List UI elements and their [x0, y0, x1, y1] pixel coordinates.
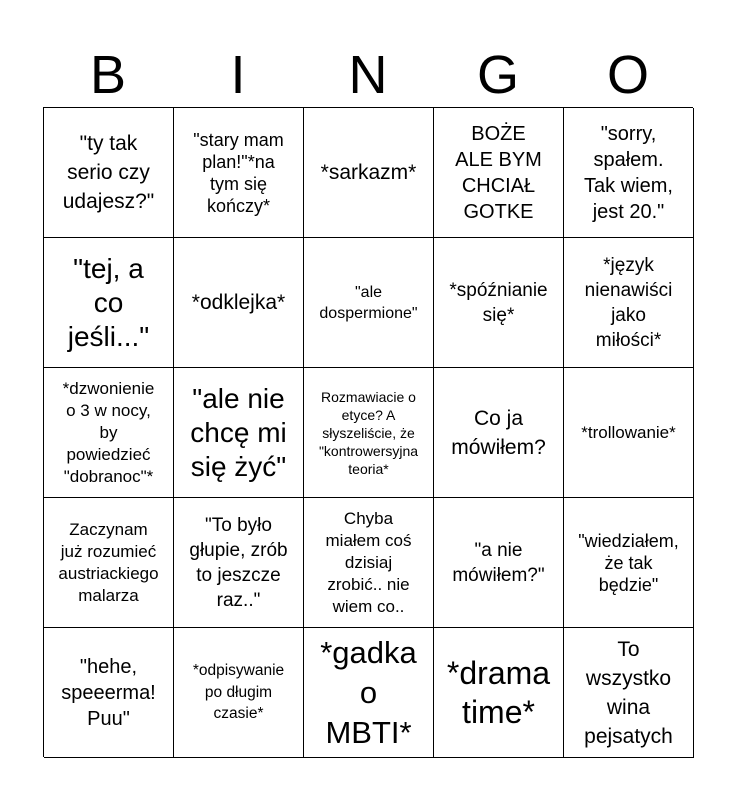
bingo-card-grid	[43, 107, 693, 757]
bingo-cell-3-2[interactable]: "ale nie chcę mi się żyć"	[174, 368, 304, 498]
header-letter-g: G	[476, 45, 519, 105]
bingo-cell-5-3[interactable]: *gadka o MBTI*	[304, 628, 434, 758]
bingo-cell-4-4[interactable]: "a nie mówiłem?"	[434, 498, 564, 628]
bingo-cell-3-5[interactable]: *trollowanie*	[564, 368, 694, 498]
bingo-header	[43, 42, 693, 108]
header-letter-b: B	[89, 45, 127, 105]
bingo-cell-2-3[interactable]: "ale dospermione"	[304, 238, 434, 368]
bingo-cell-5-1[interactable]: "hehe, speeerma! Puu"	[44, 628, 174, 758]
bingo-cell-1-3[interactable]: *sarkazm*	[304, 108, 434, 238]
bingo-cell-3-4[interactable]: Co ja mówiłem?	[434, 368, 564, 498]
bingo-cell-2-4[interactable]: *spóźnianie się*	[434, 238, 564, 368]
bingo-cell-3-3[interactable]: Rozmawiacie o etyce? A słyszeliście, że "kontrowersyjna teoria*	[304, 368, 434, 498]
bingo-cell-4-2[interactable]: "To było głupie, zrób to jeszcze raz.."	[174, 498, 304, 628]
bingo-cell-2-1[interactable]: "tej, a co jeśli..."	[44, 238, 174, 368]
bingo-cell-1-4[interactable]: BOŻE ALE BYM CHCIAŁ GOTKE	[434, 108, 564, 238]
bingo-cell-5-5[interactable]: To wszystko wina pejsatych	[564, 628, 694, 758]
header-letter-n: N	[348, 45, 388, 105]
bingo-cell-4-1[interactable]: Zaczynam już rozumieć austriackiego malarza	[44, 498, 174, 628]
header-letter-i: I	[230, 45, 246, 105]
bingo-cell-5-4[interactable]: *drama time*	[434, 628, 564, 758]
bingo-cell-1-1[interactable]: "ty tak serio czy udajesz?"	[44, 108, 174, 238]
bingo-cell-3-1[interactable]: *dzwonienie o 3 w nocy, by powiedzieć "dobranoc"*	[44, 368, 174, 498]
bingo-cell-5-2[interactable]: *odpisywanie po długim czasie*	[174, 628, 304, 758]
bingo-cell-4-5[interactable]: "wiedziałem, że tak będzie"	[564, 498, 694, 628]
bingo-cell-4-3[interactable]: Chyba miałem coś dzisiaj zrobić.. nie wiem co..	[304, 498, 434, 628]
header-letter-o: O	[606, 45, 649, 105]
bingo-cell-2-2[interactable]: *odklejka*	[174, 238, 304, 368]
bingo-cell-1-5[interactable]: "sorry, spałem. Tak wiem, jest 20."	[564, 108, 694, 238]
bingo-cell-1-2[interactable]: "stary mam plan!"*na tym się kończy*	[174, 108, 304, 238]
bingo-cell-2-5[interactable]: *język nienawiści jako miłości*	[564, 238, 694, 368]
